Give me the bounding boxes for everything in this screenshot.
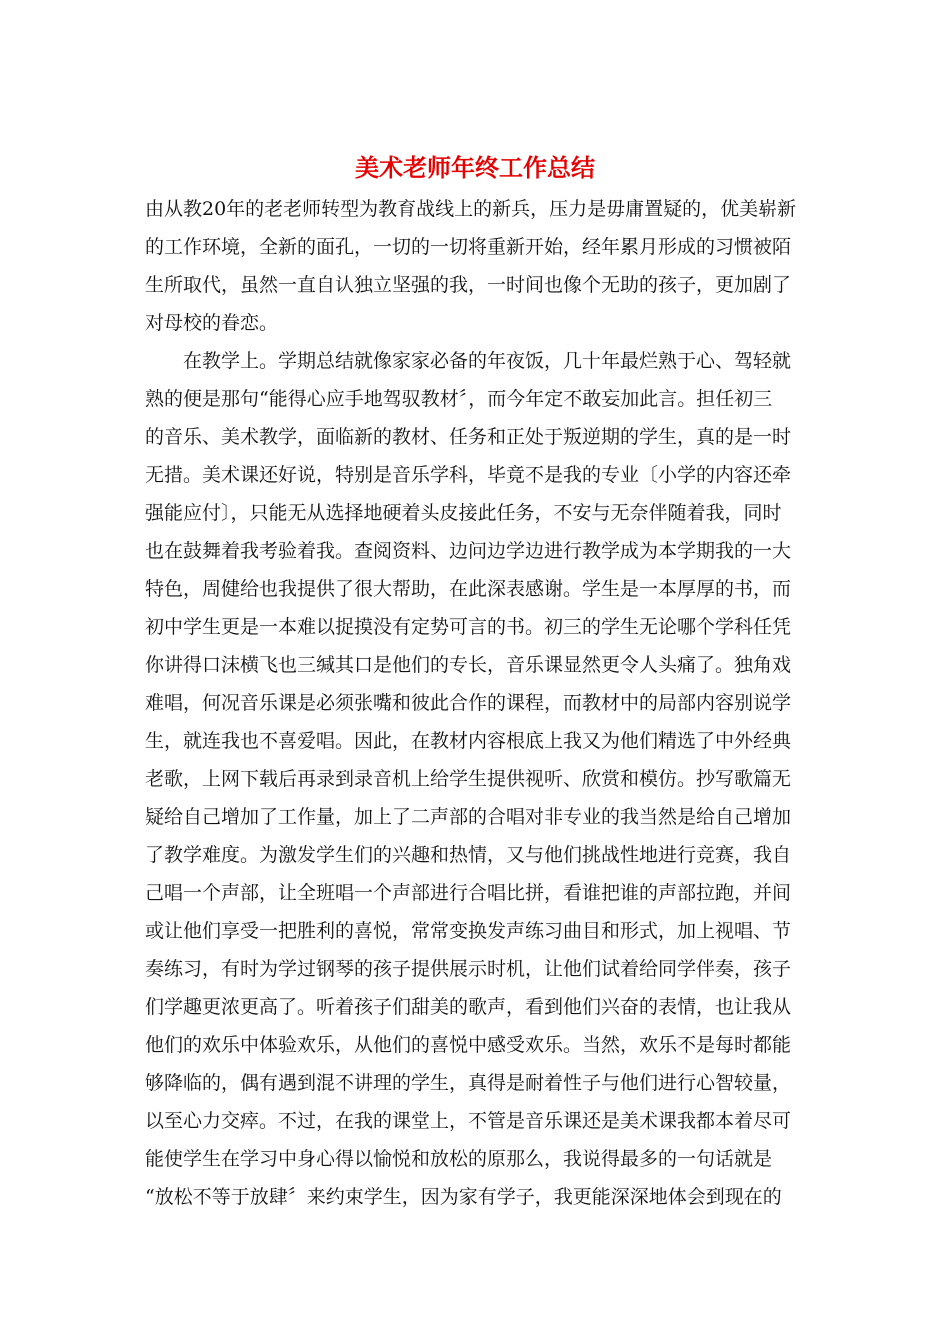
text-line: 熟的便是那句“能得心应手地驾驭教材〞，而今年定不敢妄加此言。担任初三 [145,388,773,410]
text-line: 了教学难度。为激发学生们的兴趣和热情，又与他们挑战性地进行竞赛，我自 [145,844,792,866]
text-line: 己唱一个声部，让全班唱一个声部进行合唱比拼，看谁把谁的声部拉跑，并间 [145,882,792,904]
text-line: 特色，周健给也我提供了很大帮助，在此深表感谢。学生是一本厚厚的书，而 [145,578,792,600]
text-line: 也在鼓舞着我考验着我。查阅资料、边问边学边进行教学成为本学期我的一大 [145,540,792,562]
text-line: 的音乐、美术教学，面临新的教材、任务和正处于叛逆期的学生，真的是一时 [145,426,792,448]
paragraph-1 [145,190,800,342]
text-line: “放松不等于放肆〞来约束学生，因为家有学子，我更能深深地体会到现在的 [145,1186,782,1208]
text-line: 奏练习，有时为学过钢琴的孩子提供展示时机，让他们试着给同学伴奏，孩子 [145,958,792,980]
text-line: 的工作环境，全新的面孔，一切的一切将重新开始，经年累月形成的习惯被陌 [145,236,792,258]
text-line: 以至心力交瘁。不过，在我的课堂上，不管是音乐课还是美术课我都本着尽可 [145,1110,792,1132]
text-line: 疑给自己增加了工作量，加上了二声部的合唱对非专业的我当然是给自己增加 [145,806,792,828]
text-line: 在教学上。学期总结就像家家必备的年夜饭，几十年最烂熟于心、驾轻就 [145,350,792,372]
document-body [145,190,800,1216]
text-line: 生所取代，虽然一直自认独立坚强的我，一时间也像个无助的孩子，更加剧了 [145,274,792,296]
paragraph-2 [145,342,800,1216]
text-line: 由从教20年的老老师转型为教育战线上的新兵，压力是毋庸置疑的，优美崭新 [145,198,797,220]
text-line: 难唱，何况音乐课是必须张嘴和彼此合作的课程，而教材中的局部内容别说学 [145,692,792,714]
text-line: 老歌，上网下载后再录到录音机上给学生提供视听、欣赏和模仿。抄写歌篇无 [145,768,792,790]
text-line: 强能应付〕，只能无从选择地硬着头皮接此任务，不安与无奈伴随着我，同时 [145,502,782,524]
text-line: 他们的欢乐中体验欢乐，从他们的喜悦中感受欢乐。当然，欢乐不是每时都能 [145,1034,792,1056]
text-line: 或让他们享受一把胜利的喜悦，常常变换发声练习曲目和形式，加上视唱、节 [145,920,792,942]
text-line: 对母校的眷恋。 [145,312,279,334]
text-line: 无措。美术课还好说，特别是音乐学科，毕竟不是我的专业〔小学的内容还牵 [145,464,792,486]
text-line: 能使学生在学习中身心得以愉悦和放松的原那么，我说得最多的一句话就是 [145,1148,773,1170]
text-line: 们学趣更浓更高了。听着孩子们甜美的歌声，看到他们兴奋的表情，也让我从 [145,996,792,1018]
text-line: 生，就连我也不喜爱唱。因此，在教材内容根底上我又为他们精选了中外经典 [145,730,792,752]
text-line: 初中学生更是一本难以捉摸没有定势可言的书。初三的学生无论哪个学科任凭 [145,616,792,638]
document-title: 美术老师年终工作总结 [355,153,595,182]
text-line: 你讲得口沫横飞也三缄其口是他们的专长，音乐课显然更令人头痛了。独角戏 [145,654,792,676]
text-line: 够降临的，偶有遇到混不讲理的学生，真得是耐着性子与他们进行心智较量， [145,1072,792,1094]
